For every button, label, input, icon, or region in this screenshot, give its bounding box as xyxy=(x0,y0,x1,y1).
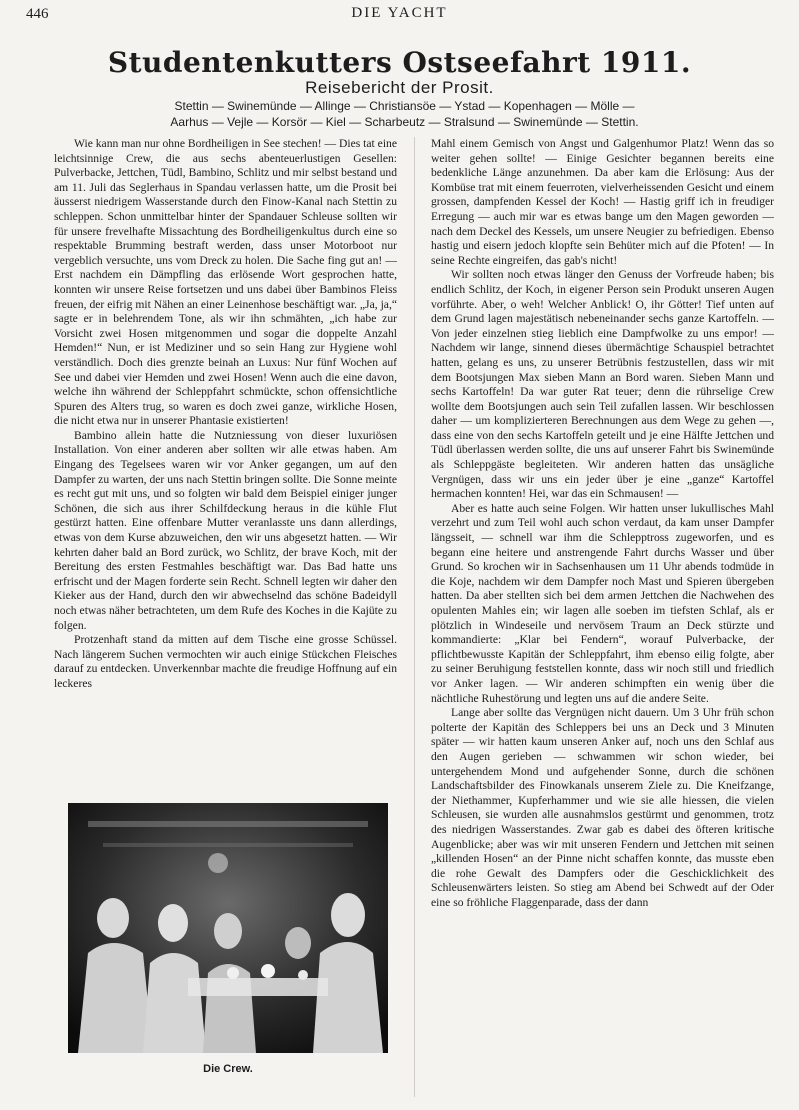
route-line: Stettin — Swinemünde — Allinge — Christiansöe — Ystad — Kopenhagen — Mölle — xyxy=(174,99,635,113)
crew-photo xyxy=(68,803,388,1053)
article-title: Studentenkutters Ostseefahrt 1911. xyxy=(107,46,692,79)
paragraph: Wie kann man nur ohne Bordheiligen in See stechen! — Dies tat eine leichtsinnige Crew, die aus sechs abenteuerlustigen Gesellen: Pulverbacke, Jettchen, Tüdl, Bambino, Schlitz und mir selbst bestand und am 11. Juli das Seglerhaus in Spandau verlassen hatte, um die Prosit bei äusserst niedrigem Wasserstande durch den Finow-Kanal nach Stettin zu schleppen. Schon unmittelbar hinter der Spandauer Schleuse sollten wir für unsere frevelhafte Missachtung des Bordheiligenkultus durch eine so respektable Brumming bestraft werden, dass unser Motorboot nur vergeblich versuchte, uns vom Dreck zu holen. Die Sache fing gut an! — Erst nachdem ein Dämpfling das erlösende Wort gesprochen hatte, konnten wir unsere Reise fortsetzen und uns dabei über Bambinos Fleiss freuen, der eifrig mit Nähen an einer Leinenhose beschäftigt war. „Ja, ja,“ sagte er in belehrendem Tone, als wir ihn schmähten, „ich habe zur Vorsicht zwei Hosen mitgenommen und sogar die doppelte Anzahl Hemden!“ Nun, er ist Mediziner und so sein Hang zur Hygiene wohl verständlich. Doch dies grenzte beinah an Luxus: Nur fünf Wochen auf See und dabei vier Hemden und zwei Hosen! Wenn auch die eine davon, welche ihn während der Schleppfahrt schmückte, schon offensichtliche Spuren des Alters trug, so waren es doch zwei ganze, wirkliche Hosen, die nicht etwa nur in unserer Phantasie existierten! xyxy=(54,137,397,428)
crew-photo-image xyxy=(68,803,388,1053)
page-number: 446 xyxy=(26,6,49,22)
photo-caption: Die Crew. xyxy=(203,1063,253,1075)
article-subtitle: Reisebericht der Prosit. xyxy=(305,78,494,97)
paragraph: Bambino allein hatte die Nutzniessung von dieser luxuriösen Installation. Von einer anderen aber sollten wir alle etwas haben. Am Eingang des Tegelsees waren wir vor Anker gegangen, um auf den Dampfer zu warten, der uns nach Stettin bringen sollte. Die Sonne meinte es recht gut mit uns, und so folgten wir bald dem Beispiel einiger junger Schönen, die sich aus ihrer Schilfdeckung heraus in die kühle Flut gestürzt hatten. Eine offenbare Mutter veranlasste uns dann allerdings, etwas von dem Kurse abzuweichen, den wir uns abgesetzt hatten. — Wir kehrten daher bald an Bord zurück, wo Schlitz, der brave Koch, mit der Bereitung des ersten Festmahles beschäftigt war. Das Bad hatte uns erfrischt und der Magen forderte sein Recht. Schnell legten wir daher den Kieker aus der Hand, durch den wir abwechselnd das schöne Badeidyll noch etwas näher betrachteten, um dem Rufe des Koches in die Kajüte zu folgen. xyxy=(54,428,397,632)
paragraph: Aber es hatte auch seine Folgen. Wir hatten unser lukullisches Mahl verzehrt und zum Teil wohl auch schon verdaut, da kam unser Dampfer längsseit, — schnell war ihm die Schlepptross zugeworfen, und es begann eine heitere und anstrengende Fahrt durchs Wasser und über Grund. So krochen wir in Sachsenhausen um 11 Uhr abends todmüde in die Koje, nachdem wir dem Dampfer noch Mast und Spieren übergeben hatten. Da aber stellten sich bei dem armen Jettchen die Nachwehen des opulenten Mahles ein; wir lagen alle soeben im tiefsten Schlaf, als er plötzlich in Windeseile und nervösem Traum an Deck stürzte und kommandierte: „Klar bei Fendern“, worauf Pulverbacke, der pflichtbewusste Kapitän der Schleppfahrt, ihm ebenso eilig folgte, aber zu seiner Beruhigung feststellen konnte, dass wir noch still und friedlich vor Anker lagen. — Wir anderen schimpften ein wenig über die nächtliche Ruhestörung und legten uns auf die andere Seite. xyxy=(431,501,774,705)
paragraph: Lange aber sollte das Vergnügen nicht dauern. Um 3 Uhr früh schon polterte der Kapitän des Schleppers bei uns an Deck und 3 Minuten später — wir hatten kaum unseren Anker auf, noch uns den Schlaf aus den Augen gerieben — schwammen wir schon wieder, bei untergehendem Mond und aufgehender Sonne, durch die schönen Landschaftsbilder des Finowkanals unserem Ziele zu. Die Kneifzange, der Niethammer, Kupferhammer und wie sie alle hiessen, die vielen Schleusen, sie wurden alle ausnahmslos gestürmt und genommen, trotz des niedrigen Wasserstandes. Zwar gab es dabei des öfteren kritische Augenblicke; aber was wir mit unseren Fendern und Jettchen mit seinen „killenden Hosen“ an der Pinne nicht schaffen konnte, das musste eben die rohe Gewalt des Dampfers oder die Geschicklichkeit des Schleusenwärters leisten. So stieg am Abend bei Schwedt auf der Oder eine so fröhliche Flaggenparade, dass der dann xyxy=(431,706,774,909)
route-line: Aarhus — Vejle — Korsör — Kiel — Scharbeutz — Stralsund — Swinemünde — Stettin. xyxy=(170,115,639,129)
paragraph: Mahl einem Gemisch von Angst und Galgenhumor Platz! Wenn das so weiter gehen sollte! — Einige Gesichter begannen bereits eine bedenkliche Länge anzunehmen. Da aber kam die Erlösung: Aus der Kombüse trat mit einem feuerroten, vielverheissenden Gesicht und einem grossen, dampfenden Kessel der Koch! — Hastig griff ich in freudiger Erregung — auch mir war es etwas bange um den Magen geworden — nach dem Deckel des Kessels, um unsere Neugier zu befriedigen. Ebenso hastig und eisern jedoch klopfte sein Behüter mich auf die Pfoten! — In seine Rechte eingreifen, das gab's nicht! xyxy=(431,137,774,267)
paragraph: Protzenhaft stand da mitten auf dem Tische eine grosse Schüssel. Nach längerem Suchen vermochten wir auch einige Stückchen Fleisches darauf zu entdecken. Unverkennbar machte die freudige Hoffnung auf ein leckeres xyxy=(54,633,397,690)
paragraph: Wir sollten noch etwas länger den Genuss der Vorfreude haben; bis endlich Schlitz, der Koch, in eigener Person sein Produkt unseren Augen vorführte. Aber, o weh! Welcher Anblick! O, ihr Götter! Tief unten auf dem Grund lagen majestätisch nebeneinander sechs ganze Kartoffeln. — Von jeder einzelnen stieg lieblich eine Dampfwolke zu uns empor! — Nachdem wir lange, sinnend dieses übermächtige Schauspiel betrachtet hatten, gelang es uns, zu unserer Betrübnis festzustellen, dass wir mit dem Bootsjungen Max sieben Mann an Bord waren. Sieben Mann und sechs Kartoffeln! Da war guter Rat teuer; denn die rührselige Crew wollte dem Bootsjungen auch sein Teil zufallen lassen. Wir beschlossen daher — um komplizierteren Berechnungen aus dem Wege zu gehen —, dass eine von den sechs Kartoffeln geteilt und je eine Hälfte Jettchen und Tüdl überlassen werden sollte, die uns auf unserer Fahrt bis Swinemünde als Schleppgäste begleiteten. Wir anderen hatten das unsägliche Vergnügen, dass wir uns ein jeder über je eine „ganze“ Kartoffel hermachen konnten! Hei, war das ein Schmausen! — xyxy=(431,268,774,501)
column-left xyxy=(54,137,397,777)
column-right xyxy=(431,137,774,1097)
route-list xyxy=(80,98,729,130)
running-head: DIE YACHT xyxy=(351,5,448,21)
column-separator xyxy=(414,137,415,1097)
